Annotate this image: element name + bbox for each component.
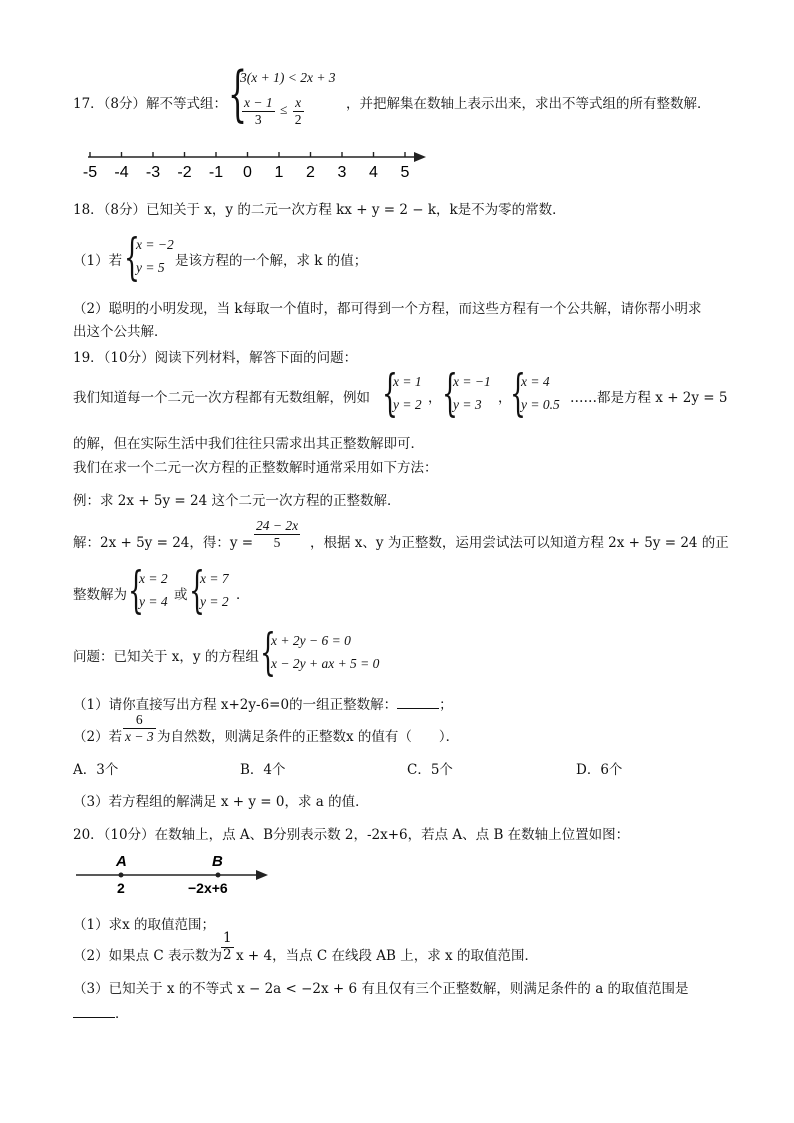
q20-part3-line2 (73, 1002, 129, 1022)
q17-tick-label: 2 (306, 164, 315, 181)
q19-ex1-y: y = 2 (393, 397, 422, 412)
q20-number-line-arrow (256, 870, 268, 880)
q19-frac-den: 5 (273, 534, 281, 550)
q17-tick-label: 5 (400, 164, 410, 181)
q19-frac-num: 24 − 2x (256, 518, 299, 533)
q19-ex3-brace: { (510, 364, 526, 422)
q19-option-d[interactable]: D．6个 (576, 762, 623, 778)
q17-le-symbol: ≤ (279, 102, 288, 118)
q20-point-a-value: 2 (117, 880, 125, 896)
q20-part2-fraction (219, 931, 236, 963)
q17-tick-label: -4 (114, 164, 129, 181)
q17-label: 17．（8分）解不等式组： (73, 96, 228, 112)
q17-tick-label: 3 (337, 164, 347, 181)
q17-number-line-arrow (414, 152, 426, 162)
q19-comma-1: ， (428, 390, 442, 406)
q19-ex3-y: y = 0.5 (521, 397, 560, 412)
q19-question-eq1: x + 2y − 6 = 0 (271, 633, 351, 648)
q19-sol1-y: y = 4 (139, 594, 168, 609)
q20-part3-line1: （3）已知关于 x 的不等式 x − 2a < −2x + 6 有且仅有三个正整数解，则满足条件的 a 的取值范围是 (73, 981, 689, 997)
q19-part1-answer-blank[interactable] (397, 696, 439, 709)
q19-or: 或 (174, 587, 188, 603)
q19-part2-fraction (121, 712, 158, 744)
q19-ex3-x: x = 4 (521, 374, 550, 389)
q20-point-b-value: −2x+6 (188, 880, 228, 896)
q19-sol1-x: x = 2 (139, 571, 168, 586)
q19-ex2-y: y = 3 (453, 397, 482, 412)
q19-line5-prefix: 解：2x + 5y = 24，得：y = (73, 535, 254, 551)
q18-p1-suffix: 是该方程的一个解，求 k 的值； (175, 253, 368, 269)
q17-inequality-2 (240, 95, 306, 127)
q19-line2: 的解，但在实际生活中我们往往只需求出其正整数解即可． (73, 436, 424, 452)
q19-part1-text: （1）请你直接写出方程 x+2y-6=0的一组正整数解： (73, 697, 398, 713)
q20-point-b-dot (216, 873, 221, 878)
q19-part2-frac-num: 6 (123, 712, 156, 729)
q17-inequality-1: 3(x + 1) < 2x + 3 (240, 70, 336, 85)
q19-sol1-brace: { (128, 561, 144, 619)
q17-frac-den-left: 3 (254, 111, 262, 127)
q19-option-b[interactable]: B．4个 (240, 762, 286, 778)
q17-system-brace: { (228, 59, 248, 129)
q19-line5-suffix: ，根据 x、y 为正整数，运用尝试法可以知道方程 2x + 5y = 24 的正 (310, 535, 729, 551)
q17-tick-label: -3 (145, 164, 161, 181)
q17-frac-num-left: x − 1 (244, 95, 273, 110)
q20-point-a-label: A (116, 853, 127, 870)
q17-frac-num-right: x (293, 95, 304, 112)
q19-ex1-brace: { (382, 364, 398, 422)
q19-question-eq2: x − 2y + ax + 5 = 0 (271, 656, 380, 671)
q20-part1: （1）求x 的取值范围； (73, 917, 215, 933)
q19-option-a[interactable]: A．3个 (73, 762, 119, 778)
q20-part2-frac-den: 2 (223, 946, 232, 963)
q19-option-c[interactable]: C．5个 (407, 762, 453, 778)
q18-p2-line2: 出这个公共解． (73, 324, 168, 340)
q19-comma-2: ， (498, 390, 512, 406)
q19-line1-prefix: 我们知道每一个二元一次方程都有无数组解，例如 (73, 390, 370, 406)
q17-number-line (78, 145, 428, 183)
q19-part1 (73, 693, 453, 713)
q19-line1-suffix: ……都是方程 x + 2y = 5 (570, 390, 728, 406)
q19-line3: 我们在求一个二元一次方程的正整数解时通常采用如下方法： (73, 460, 438, 476)
q19-ex1-x: x = 1 (393, 374, 422, 389)
q19-part2-frac-den: x − 3 (125, 728, 154, 744)
q17-tick-label: 1 (274, 164, 284, 181)
q20-number-line (72, 848, 272, 898)
q18-p1-sys-y: y = 5 (136, 260, 165, 275)
q20-part3-answer-blank[interactable] (73, 1005, 115, 1018)
q19-ex2-brace: { (442, 364, 458, 422)
q18-p1-sys-x: x = −2 (136, 237, 174, 252)
q20-part2-prefix: （2）如果点 C 表示数为 (73, 948, 223, 964)
q19-part1-end: ； (439, 697, 453, 713)
q17-instruction: ，并把解集在数轴上表示出来，求出不等式组的所有整数解． (346, 96, 711, 112)
q20-part2-suffix: x + 4，当点 C 在线段 AB 上，求 x 的取值范围． (236, 948, 538, 964)
q19-line5-fraction (252, 518, 302, 550)
q19-sol2-x: x = 7 (200, 571, 229, 586)
q17-tick-label: -1 (208, 164, 224, 181)
q20-part2-frac-num: 1 (223, 930, 232, 946)
q19-sol2-y: y = 2 (200, 594, 229, 609)
q19-part2-suffix: 为自然数，则满足条件的正整数x 的值有（ ）． (157, 729, 460, 745)
q19-part3: （3）若方程组的解满足 x + y = 0，求 a 的值． (73, 794, 369, 810)
q20-label: 20．（10分）在数轴上，点 A、B分别表示数 2，-2x+6，若点 A、点 B 在数轴上位置如图： (73, 827, 630, 843)
q19-sol2-brace: { (189, 561, 205, 619)
q19-question-brace: { (260, 623, 276, 681)
q19-part2-prefix: （2）若 (73, 729, 123, 745)
q17-frac-den-right: 2 (294, 111, 302, 127)
q18-p1-brace: { (124, 228, 140, 286)
q20-part3-end: ． (115, 1006, 129, 1022)
q19-line6-prefix: 整数解为 (73, 587, 127, 603)
q18-label: 18．（8分）已知关于 x，y 的二元一次方程 kx + y = 2 − k，k是不为零的常数． (73, 202, 566, 218)
q20-point-b-label: B (212, 853, 223, 870)
q19-question-prefix: 问题：已知关于 x，y 的方程组 (73, 649, 259, 665)
q18-p1-prefix: （1）若 (73, 253, 123, 269)
q19-ex2-x: x = −1 (453, 374, 491, 389)
q20-point-a-dot (119, 873, 124, 878)
q18-p2-line1: （2）聪明的小明发现，当 k每取一个值时，都可得到一个方程，而这些方程有一个公共解，请你帮小明求 (73, 301, 702, 317)
q19-line4: 例：求 2x + 5y = 24 这个二元一次方程的正整数解． (73, 493, 401, 509)
q17-tick-label: -2 (177, 164, 192, 181)
q17-tick-label: -5 (82, 164, 98, 181)
q17-tick-label: 4 (369, 164, 378, 181)
q17-tick-label: 0 (243, 164, 252, 181)
q19-period: ． (236, 587, 250, 603)
q19-label: 19．（10分）阅读下列材料，解答下面的问题： (73, 350, 358, 366)
